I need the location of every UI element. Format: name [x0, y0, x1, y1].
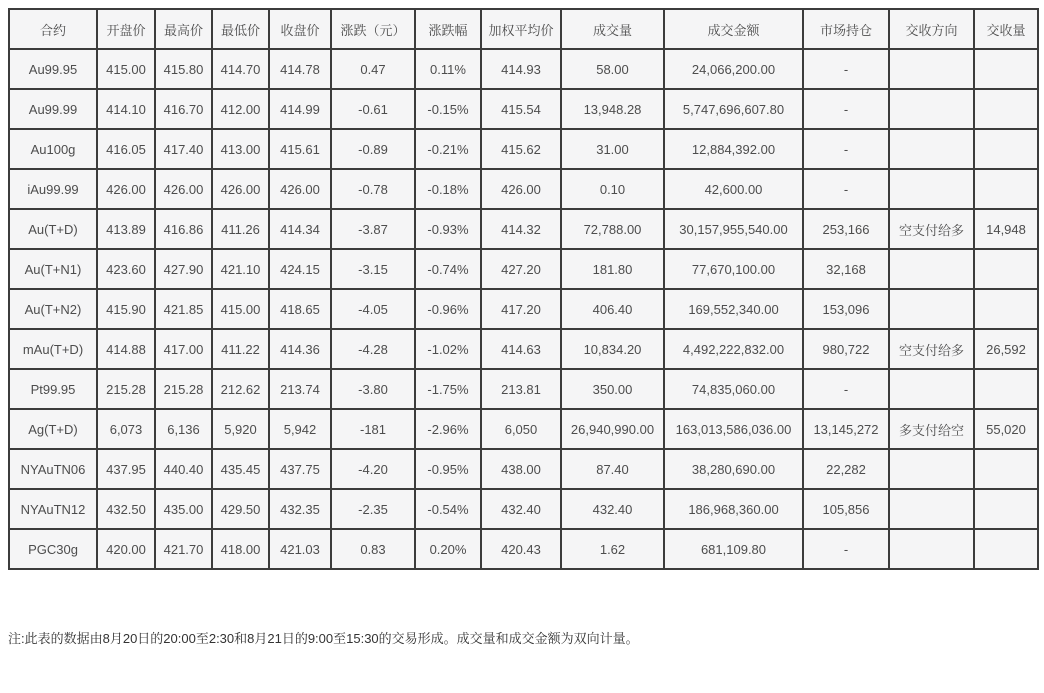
- cell: 0.10: [561, 169, 664, 209]
- cell: [974, 369, 1038, 409]
- cell: 417.00: [155, 329, 212, 369]
- table-row: [9, 329, 1038, 369]
- cell: 416.86: [155, 209, 212, 249]
- contract-cell: mAu(T+D): [9, 329, 97, 369]
- cell: 55,020: [974, 409, 1038, 449]
- cell: -0.54%: [415, 489, 481, 529]
- cell: [974, 49, 1038, 89]
- cell: 181.80: [561, 249, 664, 289]
- cell: 435.45: [212, 449, 269, 489]
- cell: 13,145,272: [803, 409, 889, 449]
- cell: 414.10: [97, 89, 155, 129]
- contract-cell: NYAuTN06: [9, 449, 97, 489]
- cell: 32,168: [803, 249, 889, 289]
- cell: -1.75%: [415, 369, 481, 409]
- cell: 14,948: [974, 209, 1038, 249]
- cell: 414.63: [481, 329, 561, 369]
- cell: [889, 169, 974, 209]
- cell: -0.93%: [415, 209, 481, 249]
- column-header: 加权平均价: [481, 9, 561, 49]
- cell: 414.36: [269, 329, 331, 369]
- contract-cell: NYAuTN12: [9, 489, 97, 529]
- table-row: [9, 49, 1038, 89]
- market-quotes-table: [8, 8, 1039, 570]
- cell: 415.62: [481, 129, 561, 169]
- cell: 58.00: [561, 49, 664, 89]
- cell: 6,073: [97, 409, 155, 449]
- cell: 416.05: [97, 129, 155, 169]
- cell: 418.00: [212, 529, 269, 569]
- cell: -2.35: [331, 489, 415, 529]
- column-header: 市场持仓: [803, 9, 889, 49]
- cell: 30,157,955,540.00: [664, 209, 803, 249]
- cell: [889, 289, 974, 329]
- table-row: [9, 89, 1038, 129]
- cell: 432.50: [97, 489, 155, 529]
- cell: 418.65: [269, 289, 331, 329]
- cell: [889, 249, 974, 289]
- cell: 74,835,060.00: [664, 369, 803, 409]
- cell: 415.00: [97, 49, 155, 89]
- cell: [889, 49, 974, 89]
- cell: 253,166: [803, 209, 889, 249]
- cell: 426.00: [212, 169, 269, 209]
- cell: 4,492,222,832.00: [664, 329, 803, 369]
- contract-cell: Pt99.95: [9, 369, 97, 409]
- cell: [889, 129, 974, 169]
- table-row: [9, 529, 1038, 569]
- cell: 426.00: [269, 169, 331, 209]
- cell: 420.00: [97, 529, 155, 569]
- cell: 1.62: [561, 529, 664, 569]
- cell: 406.40: [561, 289, 664, 329]
- cell: [974, 449, 1038, 489]
- cell: 22,282: [803, 449, 889, 489]
- cell: 414.93: [481, 49, 561, 89]
- column-header: 交收方向: [889, 9, 974, 49]
- cell: 414.70: [212, 49, 269, 89]
- cell: 415.80: [155, 49, 212, 89]
- cell: 0.20%: [415, 529, 481, 569]
- cell: -0.18%: [415, 169, 481, 209]
- cell: [974, 89, 1038, 129]
- cell: 426.00: [481, 169, 561, 209]
- contract-cell: Au(T+D): [9, 209, 97, 249]
- table-row: [9, 449, 1038, 489]
- cell: 24,066,200.00: [664, 49, 803, 89]
- table-header: [9, 9, 1038, 49]
- contract-cell: iAu99.99: [9, 169, 97, 209]
- table-row: [9, 129, 1038, 169]
- cell: -1.02%: [415, 329, 481, 369]
- cell: 169,552,340.00: [664, 289, 803, 329]
- cell: -0.15%: [415, 89, 481, 129]
- cell: 432.40: [481, 489, 561, 529]
- cell: -3.15: [331, 249, 415, 289]
- cell: -181: [331, 409, 415, 449]
- column-header: 成交量: [561, 9, 664, 49]
- cell: 42,600.00: [664, 169, 803, 209]
- cell: 412.00: [212, 89, 269, 129]
- cell: 215.28: [155, 369, 212, 409]
- cell: [974, 129, 1038, 169]
- column-header: 合约: [9, 9, 97, 49]
- cell: 429.50: [212, 489, 269, 529]
- cell: 421.85: [155, 289, 212, 329]
- cell: 414.34: [269, 209, 331, 249]
- contract-cell: Au99.95: [9, 49, 97, 89]
- cell: 72,788.00: [561, 209, 664, 249]
- cell: [974, 529, 1038, 569]
- table-row: [9, 489, 1038, 529]
- cell: 350.00: [561, 369, 664, 409]
- table-body: [9, 49, 1038, 569]
- table-row: [9, 369, 1038, 409]
- cell: 416.70: [155, 89, 212, 129]
- cell: 77,670,100.00: [664, 249, 803, 289]
- cell: 213.81: [481, 369, 561, 409]
- cell: -2.96%: [415, 409, 481, 449]
- cell: 437.75: [269, 449, 331, 489]
- cell: [889, 489, 974, 529]
- cell: 413.00: [212, 129, 269, 169]
- table-row: [9, 409, 1038, 449]
- contract-cell: Ag(T+D): [9, 409, 97, 449]
- cell: -4.28: [331, 329, 415, 369]
- cell: 87.40: [561, 449, 664, 489]
- cell: [974, 249, 1038, 289]
- cell: 423.60: [97, 249, 155, 289]
- column-header: 交收量: [974, 9, 1038, 49]
- cell: [974, 169, 1038, 209]
- cell: 105,856: [803, 489, 889, 529]
- cell: 440.40: [155, 449, 212, 489]
- cell: 12,884,392.00: [664, 129, 803, 169]
- cell: 413.89: [97, 209, 155, 249]
- cell: 多支付给空: [889, 409, 974, 449]
- cell: 0.83: [331, 529, 415, 569]
- cell: -0.61: [331, 89, 415, 129]
- contract-cell: Au100g: [9, 129, 97, 169]
- cell: -4.20: [331, 449, 415, 489]
- cell: 0.11%: [415, 49, 481, 89]
- column-header: 开盘价: [97, 9, 155, 49]
- cell: -: [803, 529, 889, 569]
- cell: 417.40: [155, 129, 212, 169]
- cell: -0.78: [331, 169, 415, 209]
- column-header: 涨跌幅: [415, 9, 481, 49]
- cell: [889, 449, 974, 489]
- cell: -4.05: [331, 289, 415, 329]
- cell: 424.15: [269, 249, 331, 289]
- cell: -: [803, 129, 889, 169]
- cell: 426.00: [97, 169, 155, 209]
- cell: 414.32: [481, 209, 561, 249]
- cell: 5,747,696,607.80: [664, 89, 803, 129]
- cell: -0.96%: [415, 289, 481, 329]
- cell: 186,968,360.00: [664, 489, 803, 529]
- column-header: 收盘价: [269, 9, 331, 49]
- cell: 6,050: [481, 409, 561, 449]
- cell: -3.87: [331, 209, 415, 249]
- cell: 421.03: [269, 529, 331, 569]
- cell: -3.80: [331, 369, 415, 409]
- cell: 空支付给多: [889, 209, 974, 249]
- cell: 5,942: [269, 409, 331, 449]
- cell: 432.40: [561, 489, 664, 529]
- cell: [974, 489, 1038, 529]
- cell: 411.26: [212, 209, 269, 249]
- cell: 31.00: [561, 129, 664, 169]
- cell: 427.90: [155, 249, 212, 289]
- cell: 427.20: [481, 249, 561, 289]
- cell: 414.99: [269, 89, 331, 129]
- cell: 5,920: [212, 409, 269, 449]
- cell: 10,834.20: [561, 329, 664, 369]
- cell: 417.20: [481, 289, 561, 329]
- cell: 438.00: [481, 449, 561, 489]
- column-header: 最低价: [212, 9, 269, 49]
- cell: 415.61: [269, 129, 331, 169]
- cell: -0.95%: [415, 449, 481, 489]
- table-row: [9, 289, 1038, 329]
- column-header: 最高价: [155, 9, 212, 49]
- cell: 212.62: [212, 369, 269, 409]
- cell: [889, 89, 974, 129]
- cell: -0.89: [331, 129, 415, 169]
- cell: 415.54: [481, 89, 561, 129]
- cell: 414.88: [97, 329, 155, 369]
- cell: -: [803, 369, 889, 409]
- column-header: 涨跌（元）: [331, 9, 415, 49]
- cell: 13,948.28: [561, 89, 664, 129]
- cell: 420.43: [481, 529, 561, 569]
- cell: 681,109.80: [664, 529, 803, 569]
- cell: 38,280,690.00: [664, 449, 803, 489]
- header-row: [9, 9, 1038, 49]
- cell: 432.35: [269, 489, 331, 529]
- cell: -: [803, 169, 889, 209]
- cell: 411.22: [212, 329, 269, 369]
- cell: 421.70: [155, 529, 212, 569]
- cell: 6,136: [155, 409, 212, 449]
- cell: 437.95: [97, 449, 155, 489]
- cell: 415.00: [212, 289, 269, 329]
- cell: 426.00: [155, 169, 212, 209]
- cell: 980,722: [803, 329, 889, 369]
- cell: 0.47: [331, 49, 415, 89]
- contract-cell: Au99.99: [9, 89, 97, 129]
- cell: 26,940,990.00: [561, 409, 664, 449]
- cell: -0.74%: [415, 249, 481, 289]
- footnote: 注:此表的数据由8月20日的20:00至2:30和8月21日的9:00至15:30的交易形成。成交量和成交金额为双向计量。: [8, 631, 639, 646]
- cell: [889, 369, 974, 409]
- cell: 213.74: [269, 369, 331, 409]
- table-row: [9, 209, 1038, 249]
- cell: -: [803, 89, 889, 129]
- column-header: 成交金额: [664, 9, 803, 49]
- contract-cell: PGC30g: [9, 529, 97, 569]
- cell: [889, 529, 974, 569]
- contract-cell: Au(T+N2): [9, 289, 97, 329]
- cell: -0.21%: [415, 129, 481, 169]
- cell: 153,096: [803, 289, 889, 329]
- cell: 215.28: [97, 369, 155, 409]
- cell: 435.00: [155, 489, 212, 529]
- cell: -: [803, 49, 889, 89]
- table-row: [9, 169, 1038, 209]
- cell: [974, 289, 1038, 329]
- cell: 414.78: [269, 49, 331, 89]
- cell: 421.10: [212, 249, 269, 289]
- cell: 163,013,586,036.00: [664, 409, 803, 449]
- contract-cell: Au(T+N1): [9, 249, 97, 289]
- cell: 26,592: [974, 329, 1038, 369]
- cell: 415.90: [97, 289, 155, 329]
- table-row: [9, 249, 1038, 289]
- cell: 空支付给多: [889, 329, 974, 369]
